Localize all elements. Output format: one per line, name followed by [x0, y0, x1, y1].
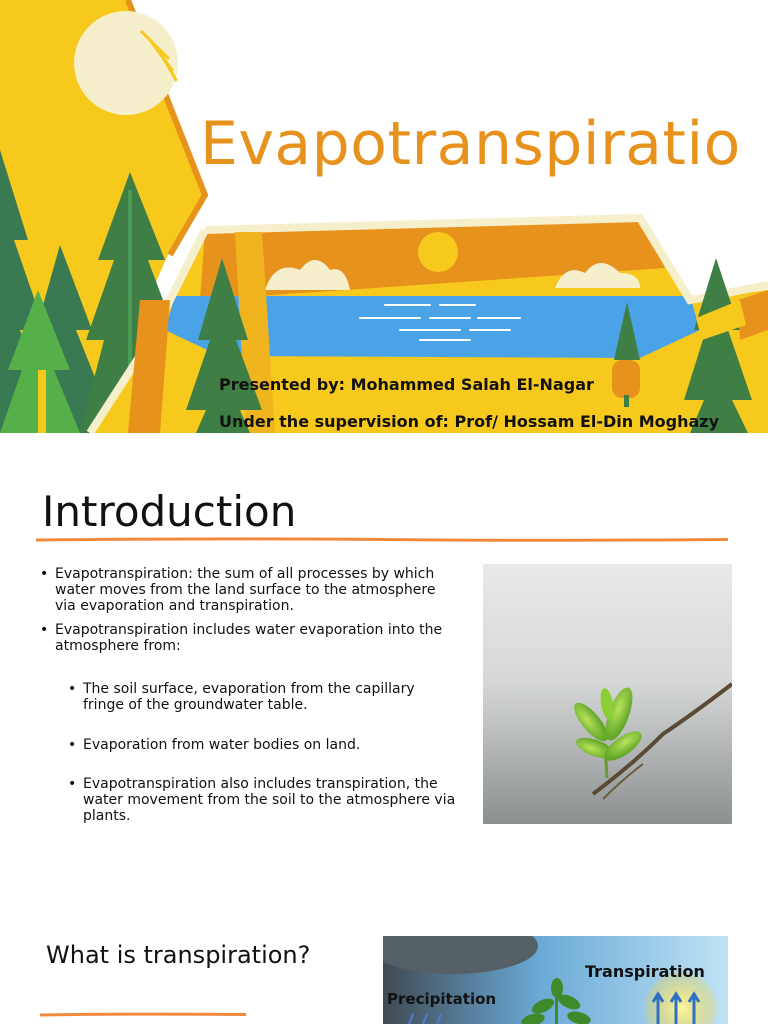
introduction-heading: Introduction [42, 487, 297, 536]
presentation-title: Evapotranspiration [200, 109, 741, 291]
bullet-text: Evapotranspiration includes water evaporation into the atmosphere from: [55, 622, 443, 654]
transpiration-diagram [383, 936, 728, 1024]
heading-underline [40, 1012, 246, 1017]
bullet-item: • Evapotranspiration: the sum of all processes by which water moves from the land surface to the atmosphere via evaporation and transpiration. [40, 566, 450, 614]
sub-bullet-text: Evaporation from water bodies on land. [83, 737, 361, 753]
bullet-item: • Evapotranspiration includes water evaporation into the atmosphere from: [40, 622, 450, 654]
introduction-slide [0, 433, 768, 911]
sub-bullet-item: • The soil surface, evaporation from the capillary fringe of the groundwater table. [68, 681, 458, 713]
transpiration-slide [0, 911, 768, 1024]
precipitation-label: Precipitation [387, 990, 497, 1008]
sub-bullet-text: Evapotranspiration also includes transpiration, the water movement from the soil to the atmosphere via plants. [83, 776, 456, 824]
supervisor-name: Under the supervision of: Prof/ Hossam El-Din Moghazy [219, 412, 720, 431]
transpiration-heading: What is transpiration? [46, 941, 311, 969]
sub-bullet-item: • Evaporation from water bodies on land. [68, 737, 458, 753]
presenter-name: Presented by: Mohammed Salah El-Nagar [219, 375, 594, 394]
sub-bullet-text: The soil surface, evaporation from the capillary fringe of the groundwater table. [83, 681, 415, 713]
transpiration-label: Transpiration [585, 962, 705, 981]
sub-bullet-item: • Evapotranspiration also includes transpiration, the water movement from the soil to the atmosphere via plants. [68, 776, 458, 824]
heading-underline [36, 537, 728, 542]
title-slide [0, 0, 768, 433]
sun-shape [74, 11, 178, 115]
bullet-text: Evapotranspiration: the sum of all processes by which water moves from the land surface to the atmosphere via evaporation and transpiration. [55, 566, 436, 614]
plant-sprout-photo [483, 564, 732, 824]
